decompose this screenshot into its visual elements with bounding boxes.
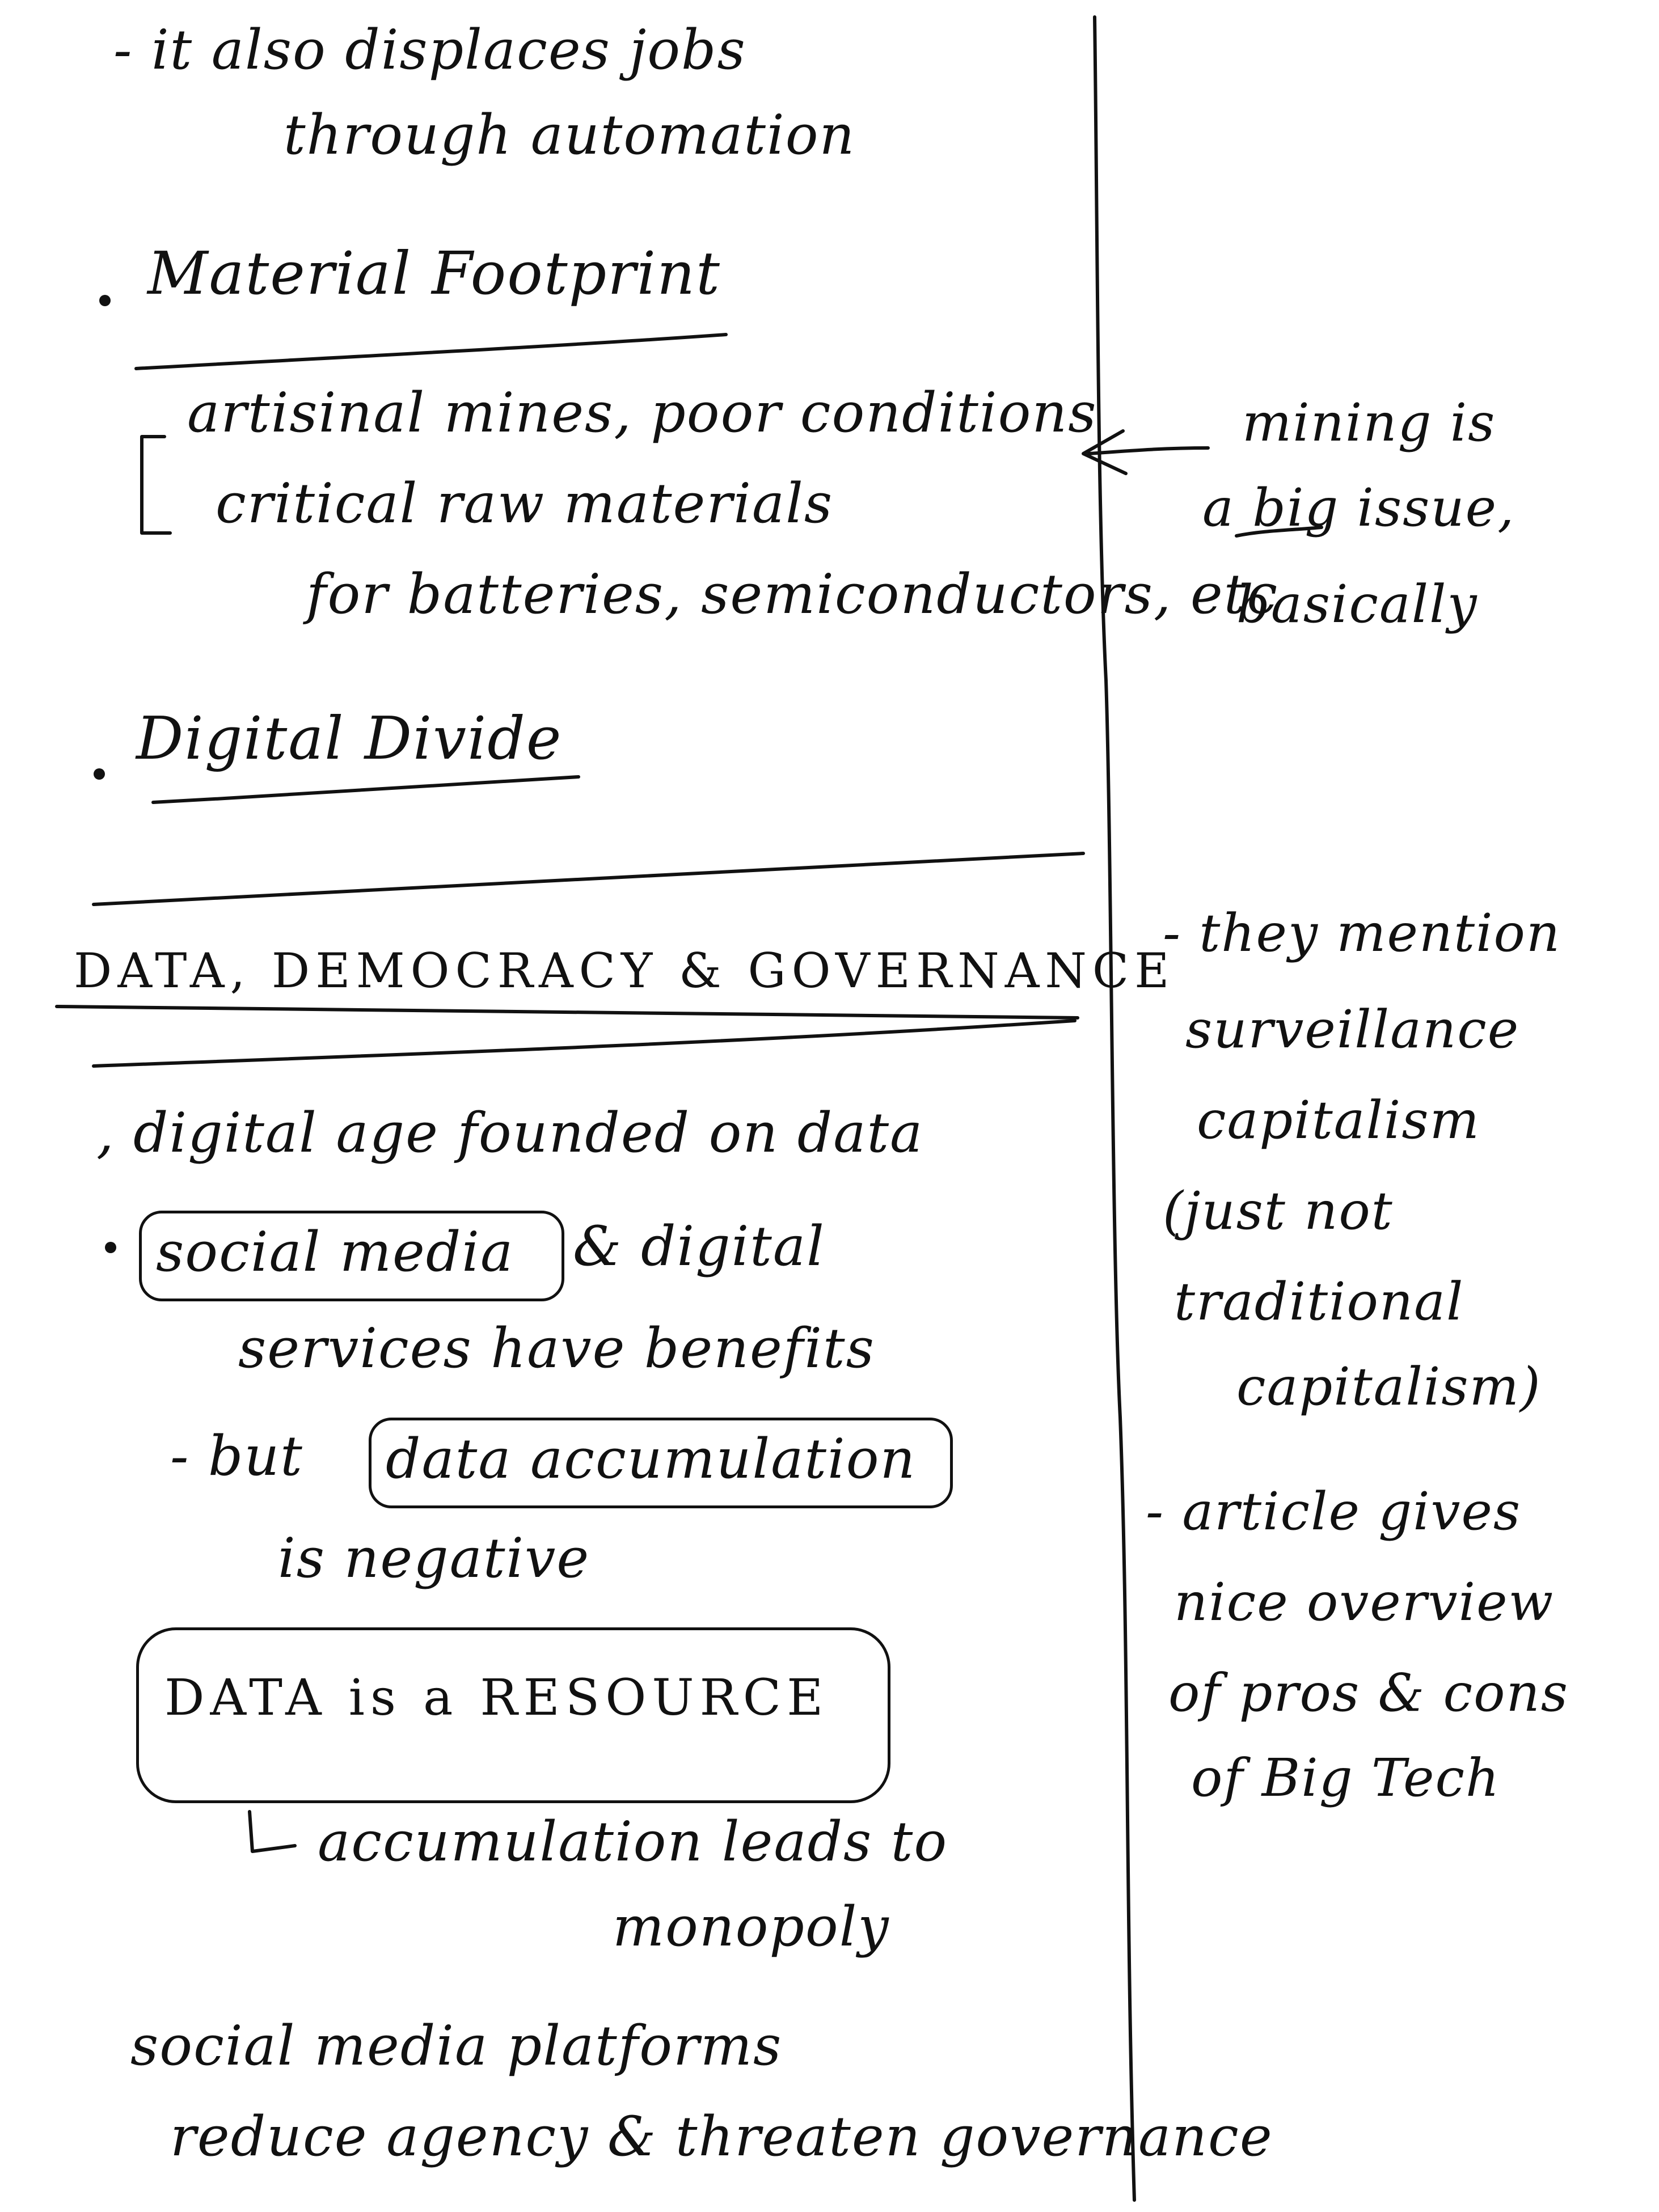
side-surveillance-5: traditional: [1174, 1271, 1464, 1332]
side-article-4: of Big Tech: [1191, 1748, 1501, 1808]
note-jobs-line-1: - it also displaces jobs: [113, 18, 746, 82]
bracket: [142, 437, 170, 533]
note-closing-2: reduce agency & threaten governance: [170, 2105, 1273, 2168]
bullet-dot-social: [105, 1242, 116, 1253]
underline-section-title-2: [94, 1021, 1075, 1066]
note-closing-1: social media platforms: [130, 2014, 783, 2078]
heading-digital-divide: Digital Divide: [136, 704, 563, 773]
bullet-dot-material: [99, 295, 111, 306]
heading-material-footprint: Material Footprint: [147, 239, 721, 308]
underline-section-title-1: [57, 1006, 1078, 1018]
note-is-negative: is negative: [278, 1526, 590, 1590]
note-accumulation-2: monopoly: [613, 1895, 890, 1959]
note-data-resource: DATA is a RESOURCE: [164, 1668, 829, 1727]
note-social-rest: & digital: [573, 1215, 825, 1278]
note-services: services have benefits: [238, 1317, 875, 1380]
bracket-line-2: critical raw materials: [216, 472, 834, 535]
bracket-line-1: artisinal mines, poor conditions: [187, 381, 1097, 445]
section-rule: [94, 853, 1083, 904]
accumulation-hook: [250, 1812, 295, 1851]
side-surveillance-1: - they mention: [1163, 903, 1561, 963]
bullet-dot-divide: [94, 768, 105, 780]
note-jobs-line-2: through automation: [284, 103, 856, 167]
note-but-prefix: - but: [170, 1424, 303, 1488]
bracket-line-3: for batteries, semiconductors, etc: [306, 562, 1279, 626]
side-mining-3: basically: [1236, 574, 1478, 635]
note-digital-age: , digital age founded on data: [96, 1101, 924, 1165]
note-social-media: social media: [156, 1220, 514, 1284]
underline-digital-divide: [153, 777, 579, 802]
side-article-1: - article gives: [1146, 1481, 1522, 1542]
arrow-mining: [1083, 431, 1208, 473]
side-mining-1: mining is: [1242, 392, 1496, 453]
underline-material-footprint: [136, 335, 726, 369]
side-surveillance-3: capitalism: [1197, 1090, 1480, 1151]
note-accumulation-1: accumulation leads to: [318, 1810, 948, 1873]
side-surveillance-6: capitalism): [1236, 1356, 1542, 1417]
column-divider: [1095, 17, 1134, 2200]
side-mining-2: a big issue,: [1202, 477, 1516, 538]
section-title: DATA, DEMOCRACY & GOVERNANCE: [74, 943, 1175, 999]
side-article-3: of pros & cons: [1168, 1663, 1569, 1723]
note-data-accumulation: data accumulation: [386, 1427, 917, 1491]
side-article-2: nice overview: [1174, 1572, 1555, 1632]
side-surveillance-4: (just not: [1163, 1181, 1394, 1241]
side-surveillance-2: surveillance: [1185, 999, 1520, 1060]
